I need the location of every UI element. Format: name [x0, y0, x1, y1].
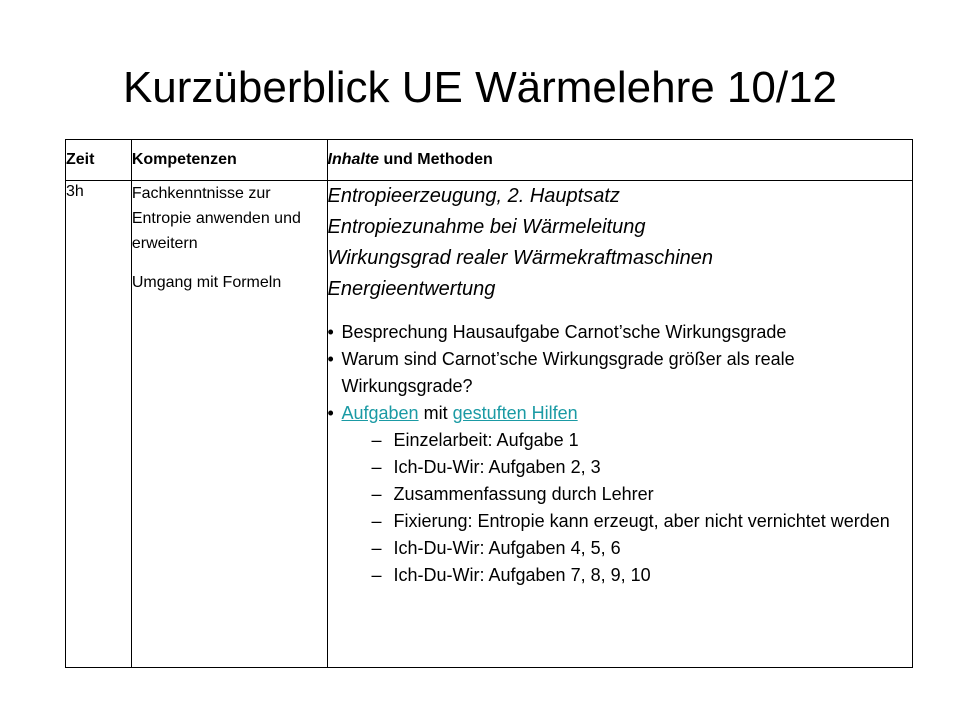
- header-zeit: Zeit: [66, 140, 132, 181]
- step-text: Ich-Du-Wir: Aufgaben 2, 3: [393, 457, 601, 477]
- dash-icon: –: [371, 538, 382, 558]
- step-text: Ich-Du-Wir: Aufgaben 7, 8, 9, 10: [393, 565, 651, 585]
- bullet-icon: •: [327, 403, 334, 423]
- gestufte-hilfen-link[interactable]: gestuften Hilfen: [452, 403, 578, 423]
- bullet-icon: •: [327, 349, 334, 369]
- list-item: [328, 319, 913, 346]
- bullet-icon: •: [327, 322, 334, 342]
- bullet-text: Besprechung Hausaufgabe Carnot’sche Wirkungsgrade: [341, 322, 787, 342]
- aufgaben-link[interactable]: Aufgaben: [341, 403, 419, 423]
- step-text: Einzelarbeit: Aufgabe 1: [393, 430, 579, 450]
- step-text: Zusammenfassung durch Lehrer: [393, 484, 654, 504]
- header-inhalte-methoden: [327, 140, 913, 181]
- kompetenz-item: Fachkenntnisse zur Entropie anwenden und erweitern: [131, 185, 301, 252]
- bullet-text: Warum sind Carnot’sche Wirkungsgrade größer als reale Wirkungsgrade?: [341, 349, 795, 396]
- list-item: [372, 454, 913, 481]
- table-header-row: [66, 140, 913, 181]
- table-row: [66, 181, 913, 668]
- page-title: Kurzüberblick UE Wärmelehre 10/12: [122, 63, 838, 112]
- list-item: [372, 481, 913, 508]
- method-list: [328, 319, 913, 589]
- topic-line: Entropieerzeugung, 2. Hauptsatz: [327, 185, 620, 207]
- list-item: [372, 508, 913, 535]
- dash-icon: –: [371, 430, 382, 450]
- header-inhalte-emphasis: Inhalte: [327, 151, 380, 168]
- header-kompetenzen: Kompetenzen: [131, 140, 327, 181]
- list-item: [372, 562, 913, 589]
- list-item: [328, 400, 913, 427]
- topic-line: Entropiezunahme bei Wärmeleitung: [327, 216, 646, 238]
- header-methoden-text: und Methoden: [379, 151, 493, 168]
- bullet-text: [342, 400, 913, 427]
- kompetenz-item: Umgang mit Formeln: [131, 274, 282, 291]
- dash-icon: –: [371, 511, 382, 531]
- list-item: [328, 346, 913, 400]
- cell-zeit: 3h: [66, 181, 132, 668]
- cell-kompetenzen: [131, 181, 327, 668]
- step-text: Ich-Du-Wir: Aufgaben 4, 5, 6: [393, 538, 621, 558]
- bullet-connector-text: mit: [418, 403, 453, 423]
- step-text: Fixierung: Entropie kann erzeugt, aber nicht vernichtet werden: [393, 511, 890, 531]
- cell-inhalte: [327, 181, 913, 668]
- dash-icon: –: [371, 457, 382, 477]
- dash-icon: –: [371, 565, 382, 585]
- topic-line: Wirkungsgrad realer Wärmekraftmaschinen: [327, 247, 714, 269]
- list-item: [372, 535, 913, 562]
- topic-line: Energieentwertung: [327, 278, 496, 300]
- overview-table: [65, 139, 913, 668]
- list-item: [372, 427, 913, 454]
- dash-icon: –: [371, 484, 382, 504]
